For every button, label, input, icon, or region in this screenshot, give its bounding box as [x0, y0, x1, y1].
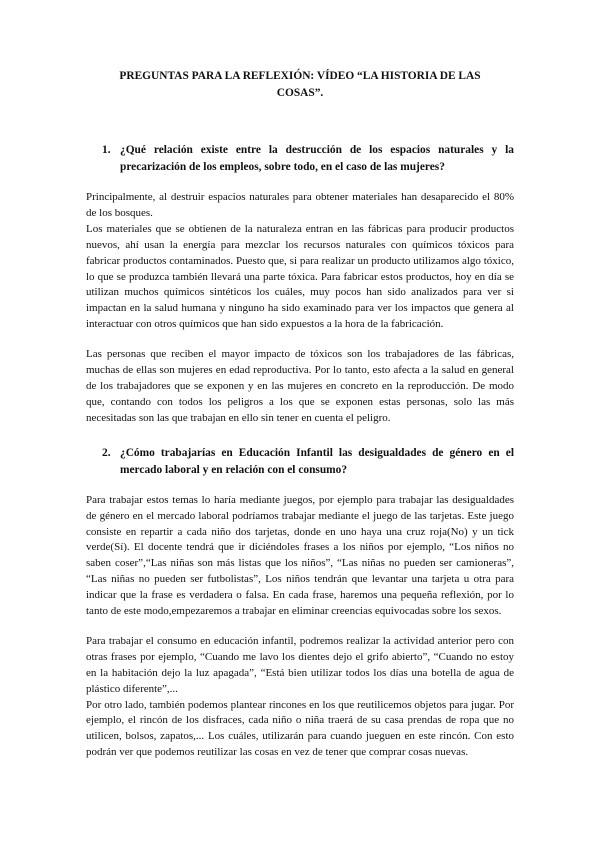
answer-2-paragraph-3: Por otro lado, también podemos plantear rincones en los que reutilicemos objetos para jugar. Por ejemplo, el rincón de los disfraces, cada niño o niña traerá de su casa prendas de ropa que no utilicen, bolsos, zapatos,... Los cuáles, utilizarán para cuando jueguen en este rincón. Con esto podrán ver que podemos reutilizar las cosas en vez de tener que comprar cosas nuevas.: [86, 698, 514, 759]
answer-1-paragraph-3: Las personas que reciben el mayor impacto de tóxicos son los trabajadores de las fábricas, muchas de ellas son mujeres en edad reproductiva. Por lo tanto, esto afecta a la salud en general de los trabajadores que se exponen y en las mujeres en concreto en la reproducción. De modo que, contando con todos los peligros a los que se exponen estas personas, solo las más necesitadas son las que trabajan en ello sin tener en cuenta el peligro.: [86, 348, 514, 424]
question-2-text: ¿Cómo trabajarías en Educación Infantil las desigualdades de género en el mercado laboral y en relación con el consumo?: [120, 446, 514, 476]
question-1: [86, 142, 514, 176]
question-1-number: 1.: [102, 144, 111, 156]
question-1-text: ¿Qué relación existe entre la destrucción de los espacios naturales y la precarización de los empleos, sobre todo, en el caso de las mujeres?: [120, 144, 514, 173]
question-2-number: 2.: [102, 446, 111, 459]
answer-2-paragraph-1: Para trabajar estos temas lo haría mediante juegos, por ejemplo para trabajar las desigualdades de género en el mercado laboral podríamos trabajar mediante el juego de las tarjetas. Este juego consiste en repartir a cada niño dos tarjetas, donde en uno haya una cruz roja(No) y un tick verde(Sí). El docente tendrá que ir diciéndoles frases a los niños por ejemplo, “Los niños no saben coser”,“Las niñas son más listas que los niños”, “Las niñas no pueden ser camioneras”, “Las niñas no pueden ser futbolistas”, Los niños tendrán que levantar una tarjeta u otra para indicar que la frase es verdadera o falsa. En cada frase, haremos una pequeña reflexión, por lo tanto de este modo,empezaremos a trabajar en eliminar creencias equivocadas sobre los sexos.: [86, 493, 514, 618]
question-2: [86, 445, 514, 479]
answer-1-paragraph-1: Principalmente, al destruir espacios naturales para obtener materiales han desaparecido el 80% de los bosques.: [86, 191, 514, 219]
answer-2-paragraph-2: Para trabajar el consumo en educación infantil, podremos realizar la actividad anterior pero con otras frases por ejemplo, “Cuando me lavo los dientes dejo el grifo abierto”, “Cuando no estoy en la habitación dejo la luz apagada”, “Está bien utilizar todos los días una botella de agua de plástico diferente”,...: [86, 634, 514, 695]
answer-1-paragraph-2: Los materiales que se obtienen de la naturaleza entran en las fábricas para producir productos nuevos, ahí usan la energía para mezclar los recursos naturales con químicos tóxicos para fabricar productos contaminados. Puesto que, si para realizar un producto utilizamos algo tóxico, lo que se produzca también llevará una parte tóxica. Para fabricar estos productos, hoy en día se utilizan muchos químicos sintéticos los cuáles, muy pocos han sido analizados para ver si impactan en la salud humana y ninguno ha sido examinado para ver los impactos que genera al interactuar con otros químicos que han sido expuestos a la hora de la fabricación.: [86, 222, 514, 331]
page-title: PREGUNTAS PARA LA REFLEXIÓN: VÍDEO “LA HISTORIA DE LAS COSAS”.: [119, 70, 481, 99]
